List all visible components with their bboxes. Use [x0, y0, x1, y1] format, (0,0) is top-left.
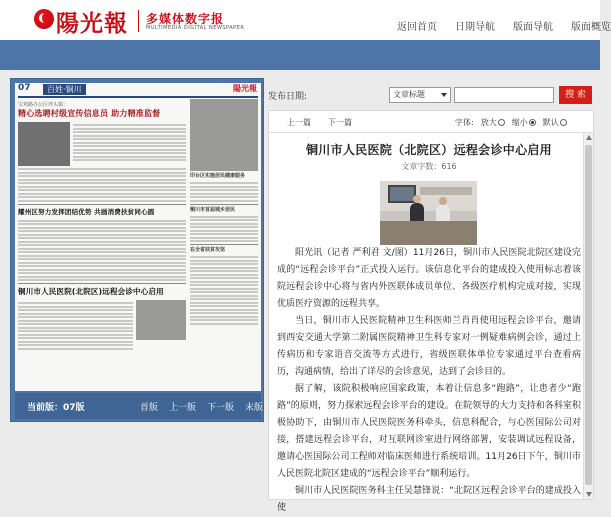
- font-medium-radio-icon[interactable]: [529, 119, 536, 126]
- font-size-label: 字体:: [455, 118, 474, 127]
- scroll-up-arrow-icon[interactable]: [586, 135, 592, 140]
- paper-photo-3: [136, 300, 186, 340]
- paper-article-3-headline[interactable]: 铜川市人民医院(北院区)远程会诊中心启用: [18, 287, 164, 296]
- top-nav: [397, 18, 611, 33]
- photo-screen: [388, 185, 416, 203]
- nav-overview-link[interactable]: 版面概览: [571, 22, 611, 33]
- article-word-count: 文章字数：616: [401, 162, 457, 171]
- paper-side-headline-3[interactable]: 在全省扶贫攻坚: [190, 247, 226, 253]
- edition-subtitle: MULTIMEDIA DIGITAL NEWSPAPER: [146, 25, 245, 31]
- font-default-radio-icon[interactable]: [560, 119, 567, 126]
- paper-side-headline-2[interactable]: 铜川市首届城乡居民: [190, 206, 236, 213]
- article-toolbar: [269, 111, 595, 133]
- article-title: 铜川市人民医院（北院区）远程会诊中心启用: [305, 143, 552, 157]
- scroll-down-arrow-icon[interactable]: [586, 492, 592, 497]
- article-paragraph: 据了解，该院积极响应国家政策，本着让信息多“跑路”，让患者少“跑路”的原则，努力探索远程会诊平台的建设。在院领导的大力支持和各科室积极协助下，由铜川市人民医院医务科牵头，信息科配合，与心医国际公司对接，搭建远程会诊平台，对互联网诊室进行网络部署，安装调试远程设备，邀请心医国际公司工程师对临床医师进行系统培训。11月26日下午，铜川市人民医院北院区建成的“远程会诊平台”顺利运行。: [277, 384, 581, 479]
- search-input[interactable]: [454, 87, 554, 103]
- font-default-option[interactable]: 默认: [543, 117, 567, 128]
- font-large-option[interactable]: 放大: [481, 117, 505, 128]
- font-medium-option[interactable]: 缩小: [512, 117, 536, 128]
- header-band: [0, 40, 600, 70]
- paper-side-photo: [190, 99, 258, 171]
- search-bar: [268, 84, 594, 106]
- next-article-link[interactable]: 下一篇: [328, 118, 352, 127]
- article-photo: [380, 181, 477, 245]
- paper-main-column: [18, 99, 186, 351]
- paper-page-header: [15, 83, 261, 97]
- current-page-label: 当前版：07版: [27, 403, 85, 413]
- paper-kicker: 宝鸡路办公区坪头镇：: [18, 102, 69, 108]
- next-page-link[interactable]: 下一版: [207, 403, 235, 413]
- paper-photo-1: [18, 122, 70, 166]
- paper-page-number: 07: [18, 83, 31, 93]
- paper-masthead: 陽光報: [233, 83, 257, 93]
- page-viewer: [10, 78, 264, 422]
- paper-section-name: 百姓·铜川: [43, 84, 86, 95]
- last-page-link[interactable]: 末版: [245, 403, 264, 413]
- article-paragraph: 当日，铜川市人民医院精神卫生科医师兰肖肖使用远程会诊平台，邀请到西安交通大学第二附属医院精神卫生科专家对一例疑难病例会诊，通过上传病历和专家语音交流等方式进行，省级医联体单位专家通过平台查看病历，沟通病情，给出了详尽的会诊意见，达到了会诊目的。: [277, 316, 581, 377]
- search-button[interactable]: 搜 索: [559, 86, 592, 104]
- font-large-radio-icon[interactable]: [498, 119, 505, 126]
- paper-article-2-headline[interactable]: 耀州区努力发挥团结优势 共画消费扶贫同心圆: [18, 207, 155, 216]
- search-field-select[interactable]: 文章标题: [389, 87, 451, 103]
- prev-article-link[interactable]: 上一篇: [287, 118, 311, 127]
- article-body: [277, 245, 581, 517]
- logo-emblem-icon: [34, 9, 54, 29]
- paper-header-rule: [18, 96, 258, 98]
- paper-side-column: [190, 99, 258, 326]
- article-paragraph: 阳光讯（记者 严利君 文/图）11月26日，铜川市人民医院北院区建设完成的“远程会诊平台”正式投入运行。该信息化平台的建成投入使用标志着该院远程会诊中心将与省内外医联体成员单位、各级医疗机构完成对接，实现优质医疗资源的远程共享。: [277, 248, 581, 309]
- nav-date-link[interactable]: 日期导航: [455, 22, 495, 33]
- site-logo[interactable]: 陽光報: [56, 10, 128, 37]
- scrollbar-thumb[interactable]: [585, 145, 592, 485]
- newspaper-page-image[interactable]: [15, 83, 261, 391]
- nav-home-link[interactable]: 返回首页: [397, 22, 437, 33]
- paper-article-1-headline[interactable]: 精心选聘村级宣传信息员 助力精准监督: [18, 109, 161, 118]
- article-panel: [268, 110, 594, 513]
- logo-divider: [138, 10, 139, 32]
- paper-side-headline-1[interactable]: 印台区实施居民健康服务: [190, 173, 246, 179]
- first-page-link[interactable]: 首版: [140, 403, 159, 413]
- edition-title: 多媒体数字报: [146, 12, 225, 26]
- page-navigation: [15, 393, 264, 419]
- article-scrollbar[interactable]: [583, 133, 593, 499]
- site-header: [0, 0, 611, 40]
- nav-page-link[interactable]: 版面导航: [513, 22, 553, 33]
- font-size-control: [455, 117, 567, 128]
- prev-page-link[interactable]: 上一版: [169, 403, 197, 413]
- publish-date-label: 发布日期:: [268, 92, 308, 102]
- article-paragraph: 铜川市人民医院医务科主任吴慧锋说：“北院区远程会诊平台的建成投入使: [277, 486, 581, 513]
